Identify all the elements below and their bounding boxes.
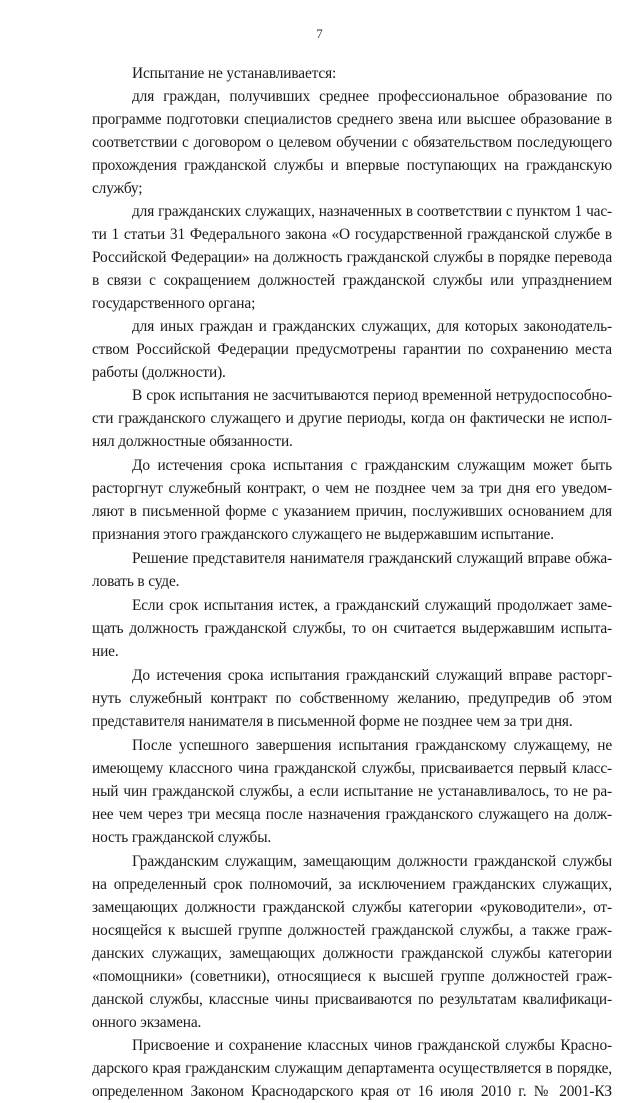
text-line: Российской Федерации» на должность гражданской службы в порядке перевода <box>92 249 612 266</box>
text-line: программе подготовки специалистов среднего звена или высшее образование в <box>92 111 612 128</box>
paragraph <box>92 200 612 315</box>
text-line: онного экзамена. <box>92 1014 202 1031</box>
paragraph <box>92 454 612 546</box>
text-line: прохождения гражданской службы и впервые поступающих на гражданскую <box>92 157 612 174</box>
paragraph <box>92 734 612 849</box>
text-line: Если срок испытания истек, а гражданский служащий продолжает заме- <box>132 597 612 614</box>
text-line: ти 1 статьи 31 Федерального закона «О государственной гражданской службе в <box>92 226 612 243</box>
text-line: сти гражданского служащего и другие периоды, когда он фактически не испол- <box>92 410 612 427</box>
document-body <box>92 62 612 1103</box>
text-line: для иных граждан и гражданских служащих, для которых законодатель- <box>132 318 612 335</box>
paragraph <box>92 85 612 200</box>
text-line: «помощники» (советники), относящиеся к высшей группе должностей граж- <box>92 968 612 985</box>
text-line: в связи с сокращением должностей гражданской службы или упразднением <box>92 272 612 289</box>
text-line: Гражданским служащим, замещающим должности гражданской службы <box>132 853 612 870</box>
text-line: имеющему классного чина гражданской службы, присваивается первый класс- <box>92 760 612 777</box>
paragraph <box>92 850 612 1034</box>
text-line: для гражданских служащих, назначенных в соответствии с пунктом 1 час- <box>132 203 612 220</box>
text-line: щать должность гражданской службы, то он считается выдержавшим испыта- <box>92 620 612 637</box>
text-line: Присвоение и сохранение классных чинов гражданской службы Красно- <box>132 1037 612 1054</box>
text-line: носящейся к высшей группе должностей гражданской службы, а также граж- <box>92 922 612 939</box>
text-line: службу; <box>92 180 143 197</box>
text-line: ляют в письменной форме с указанием причин, послуживших основанием для <box>92 503 612 520</box>
text-line: работы (должности). <box>92 364 226 381</box>
text-line: дарского края гражданским служащим департамента осуществляется в порядке, <box>92 1060 612 1077</box>
text-line: В срок испытания не засчитываются период временной нетрудоспособно- <box>132 387 612 404</box>
paragraph <box>92 62 612 85</box>
page-number: 7 <box>316 26 323 41</box>
text-line: ный чин гражданской службы, а если испытание не устанавливалось, то не ра- <box>92 783 612 800</box>
text-line: на определенный срок полномочий, за исключением гражданских служащих, <box>92 876 612 893</box>
paragraph <box>92 664 612 733</box>
text-line: ние. <box>92 643 119 660</box>
paragraph <box>92 315 612 384</box>
paragraph <box>92 547 612 593</box>
paragraph <box>92 594 612 663</box>
text-line: данской службы, классные чины присваиваются по результатам квалификаци- <box>92 991 612 1008</box>
text-line: замещающих должности гражданской службы категории «руководители», от- <box>92 899 612 916</box>
paragraph <box>92 1034 612 1103</box>
text-line: представителя нанимателя в письменной форме не позднее чем за три дня. <box>92 713 573 730</box>
text-line: государственного органа; <box>92 295 256 312</box>
text-line: данских служащих, замещающих должности гражданской службы категории <box>92 945 612 962</box>
text-line: Решение представителя нанимателя гражданский служащий вправе обжа- <box>132 550 612 567</box>
text-line: нуть служебный контракт по собственному желанию, предупредив об этом <box>92 690 612 707</box>
text-line: признания этого гражданского служащего не выдержавшим испытание. <box>92 526 554 543</box>
text-line: До истечения срока испытания гражданский служащий вправе расторг- <box>132 667 612 684</box>
text-line: соответствии с договором о целевом обучении с обязательством последующего <box>92 134 612 151</box>
text-line: нял должностные обязанности. <box>92 433 293 450</box>
text-line: определенном Законом Краснодарского края от 16 июля 2010 г. № 2001-КЗ <box>92 1083 612 1100</box>
text-line: ность гражданской службы. <box>92 829 272 846</box>
text-line: ловать в суде. <box>92 573 180 590</box>
text-line: До истечения срока испытания с гражданским служащим может быть <box>132 457 612 474</box>
text-line: Испытание не устанавливается: <box>132 65 337 82</box>
text-line: После успешного завершения испытания гражданскому служащему, не <box>132 737 612 754</box>
text-line: расторгнут служебный контракт, о чем не позднее чем за три дня его уведом- <box>92 480 612 497</box>
text-line: ством Российской Федерации предусмотрены гарантии по сохранению места <box>92 341 612 358</box>
text-line: нее чем через три месяца после назначения гражданского служащего на долж- <box>92 806 612 823</box>
text-line: для граждан, получивших среднее профессиональное образование по <box>132 88 612 105</box>
paragraph <box>92 384 612 453</box>
